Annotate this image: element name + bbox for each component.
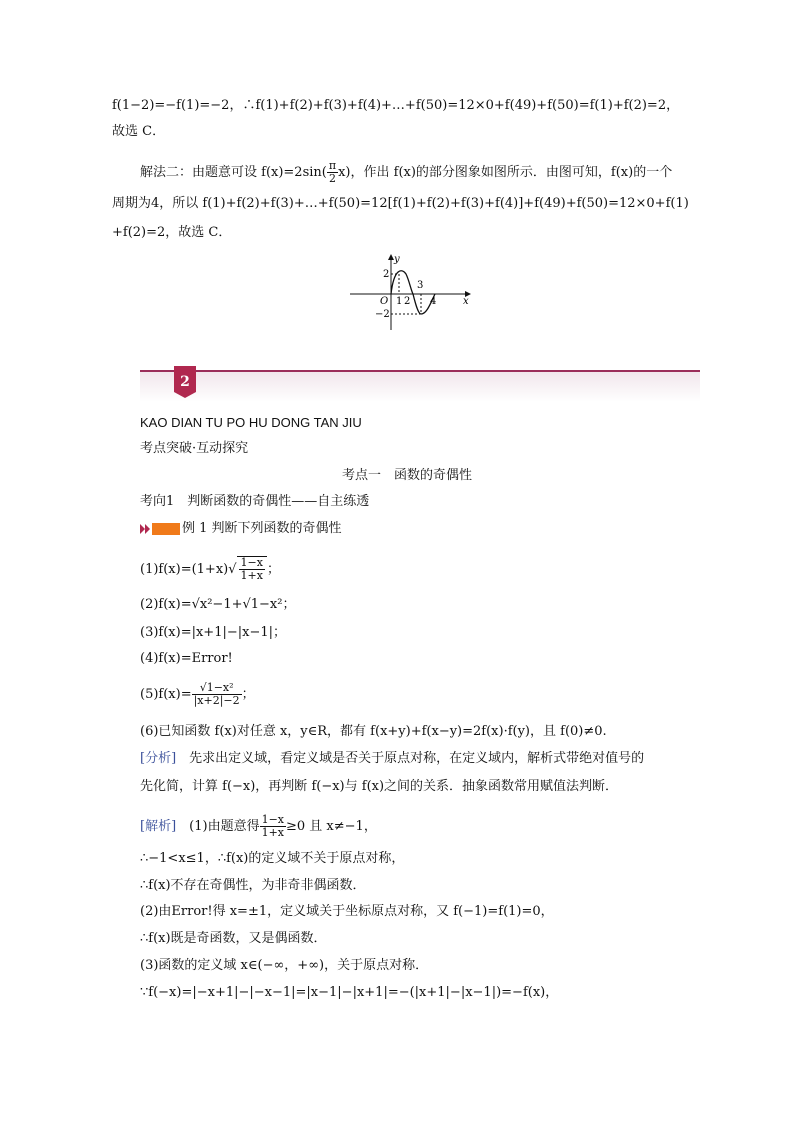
y-tick-2: 2: [383, 269, 390, 280]
direction-heading: 考向1 判断函数的奇偶性——自主练透: [140, 494, 370, 509]
solution-line-1: [140, 814, 377, 839]
sine-curve: [391, 271, 435, 314]
solution-1-prefix: (1)由题意得: [176, 819, 260, 834]
fraction-denominator: 2: [328, 172, 336, 185]
section-number-badge: [174, 366, 196, 398]
y-tick-neg2: −2: [375, 309, 390, 320]
item-6: (6)已知函数 f(x)对任意 x，y∈R，都有 f(x+y)+f(x−y)=2f(x)·f(y)，且 f(0)≠0.: [140, 724, 607, 739]
item-5-fraction: [192, 682, 242, 707]
x-tick-1: 1: [396, 296, 403, 307]
text-line-2: 故选 C．: [112, 124, 166, 139]
solution-line-4: (2)由Error!得 x=±1，定义域关于坐标原点对称，又 f(−1)=f(1)=0，: [140, 904, 554, 919]
item-1-radicand: [237, 556, 267, 582]
origin-label: O: [380, 296, 389, 307]
center-heading: 考点一 函数的奇偶性: [342, 468, 473, 483]
x-tick-3: 3: [417, 280, 424, 291]
sine-graph: [345, 250, 475, 332]
section-divider: [140, 370, 700, 372]
section-title: 考点突破·互动探究: [140, 441, 249, 456]
item-1-prefix: (1)f(x)=(1+x): [140, 562, 229, 577]
text-line-4: 周期为4，所以 f(1)+f(2)+f(3)+…+f(50)=12[f(1)+f(2)+f(3)+f(4)]+f(49)+f(50)=12×0+f(1): [112, 196, 689, 211]
analysis-line-2: 先化简，计算 f(−x)，再判断 f(−x)与 f(x)之间的关系．抽象函数常用赋值法判断．: [140, 779, 619, 794]
item-1-numerator: 1−x: [240, 556, 263, 569]
sqrt-symbol: √: [228, 561, 237, 577]
text-line-1: f(1−2)=−f(1)=−2，∴f(1)+f(2)+f(3)+f(4)+…+f(50)=12×0+f(49)+f(50)=f(1)+f(2)=2，: [112, 98, 680, 113]
y-axis-label: y: [394, 254, 400, 265]
item-5: [140, 682, 255, 707]
item-1-denominator: 1+x: [240, 569, 263, 582]
solution-1-suffix: ≥0 且 x≠−1，: [286, 819, 377, 834]
solution-1-fraction: [260, 814, 286, 839]
item-5-suffix: ；: [241, 687, 255, 702]
item-5-prefix: (5)f(x)=: [140, 687, 192, 702]
analysis-tag: [分析]: [140, 751, 177, 766]
analysis-text-1: 先求出定义域，看定义域是否关于原点对称，在定义域内，解析式带绝对值号的: [176, 751, 645, 766]
item-5-denominator: |x+2|−2: [193, 694, 240, 707]
solution-1-denominator: 1+x: [261, 826, 284, 839]
section-band: [140, 372, 700, 402]
text-line-5: +f(2)=2，故选 C．: [112, 225, 232, 240]
method-two-suffix: x)，作出 f(x)的部分图象如图所示．由图可知，f(x)的一个: [338, 165, 673, 180]
item-1-suffix: ；: [266, 562, 280, 577]
item-4: (4)f(x)=Error!: [140, 651, 233, 666]
solution-line-5: ∴f(x)既是奇函数，又是偶函数．: [140, 931, 327, 946]
solution-tag: [解析]: [140, 819, 177, 834]
solution-line-7: ∵f(−x)=|−x+1|−|−x−1|=|x−1|−|x+1|=−(|x+1|−|x−1|)=−f(x)，: [140, 985, 559, 1000]
method-two-prefix: 解法二：由题意可设 f(x)=2sin(: [140, 165, 327, 180]
x-tick-4: 4: [430, 296, 437, 307]
solution-line-2: ∴−1<x≤1，∴f(x)的定义域不关于原点对称，: [140, 851, 405, 866]
item-3: (3)f(x)=|x+1|−|x−1|；: [140, 625, 286, 640]
example-tag-icon: [140, 522, 180, 536]
item-2: (2)f(x)=√x²−1+√1−x²；: [140, 597, 296, 612]
fraction-numerator: π: [328, 159, 337, 172]
pi-over-two-fraction: [327, 160, 338, 185]
item-1: [140, 556, 280, 582]
method-two-line: [140, 160, 672, 185]
x-tick-2: 2: [404, 296, 411, 307]
solution-line-3: ∴f(x)不存在奇偶性，为非奇非偶函数．: [140, 878, 366, 893]
x-axis-label: x: [463, 296, 469, 307]
solution-line-6: (3)函数的定义域 x∈(−∞，+∞)，关于原点对称．: [140, 958, 429, 973]
item-5-numerator: √1−x²: [192, 682, 242, 695]
solution-1-numerator: 1−x: [261, 813, 284, 826]
example-label: 例 1 判断下列函数的奇偶性: [182, 521, 342, 536]
badge-number: 2: [180, 374, 190, 390]
section-pinyin: KAO DIAN TU PO HU DONG TAN JIU: [140, 415, 362, 430]
analysis-line-1: [140, 750, 644, 768]
